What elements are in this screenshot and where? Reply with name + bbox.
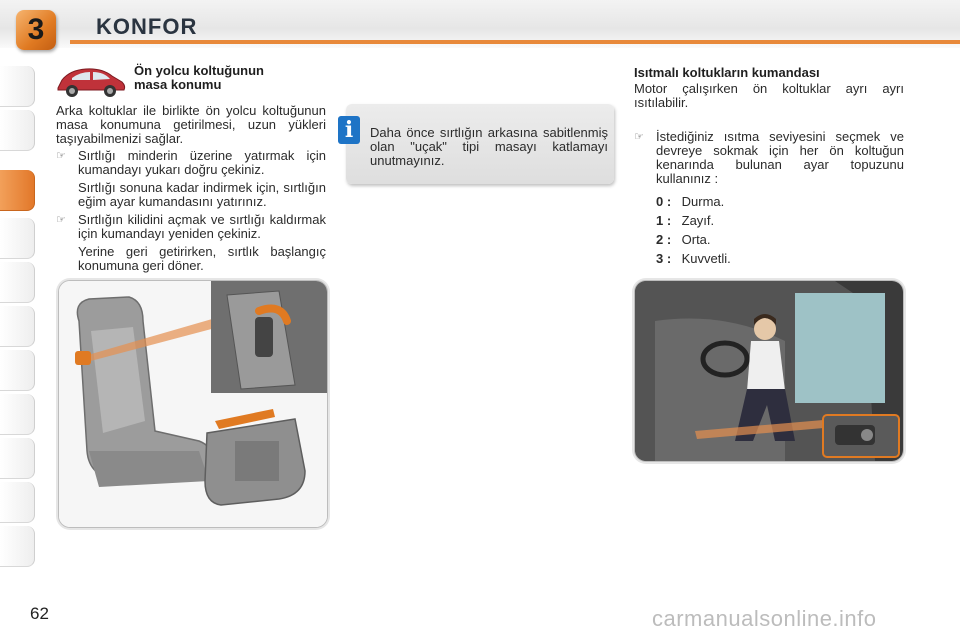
seat-folding-illustration — [58, 280, 328, 528]
heat-level-list — [656, 192, 856, 268]
bullet-text: İstediğiniz ısıtma seviyesini seçmek ve devreye sokmak için her ön koltuğun kenarında bulunan ayar topuzunu kullanınız : — [656, 129, 904, 186]
heat-level-key: 3 : — [656, 251, 672, 266]
chapter-tab-7[interactable] — [0, 350, 35, 391]
section-title-line1: Ön yolcu koltuğunun — [134, 63, 264, 78]
chapter-tab-3-active[interactable] — [0, 170, 35, 211]
section-title-table-position — [134, 64, 334, 92]
chapter-tab-1[interactable] — [0, 66, 35, 107]
heat-level-label: Durma. — [681, 194, 725, 209]
instruction-bullet — [56, 213, 326, 241]
chapter-tabs — [0, 66, 34, 576]
chapter-tab-9[interactable] — [0, 438, 35, 479]
info-icon: i — [338, 116, 360, 144]
bullet-subtext: Yerine geri getirirken, sırtlık başlangıç konumuna geri döner. — [78, 244, 326, 273]
heat-level-row — [656, 192, 856, 211]
heat-level-row — [656, 211, 856, 230]
chapter-tab-4[interactable] — [0, 218, 35, 259]
chapter-number-badge: 3 — [16, 10, 56, 50]
chapter-tab-8[interactable] — [0, 394, 35, 435]
bullet-text: Sırtlığı minderin üzerine yatırmak için kumandayı yukarı doğru çekiniz. — [78, 148, 326, 177]
instruction-bullet — [56, 149, 326, 177]
info-text: Daha önce sırtlığın arkasına sabitlenmiş olan "uçak" tipi masayı katlamayı unutmayınız. — [370, 125, 608, 168]
intro-paragraph: Arka koltuklar ile birlikte ön yolcu koltuğunun masa konumuna getirilmesi, uzun yükleri taşıyabilmenizi sağlar. — [56, 103, 326, 146]
heat-level-label: Kuvvetli. — [681, 251, 731, 266]
left-text-column — [56, 104, 326, 273]
bullet-text: Sırtlığın kilidini açmak ve sırtlığı kaldırmak için kumandayı yeniden çekiniz. — [78, 212, 326, 241]
section-title-heated-seats: Isıtmalı koltukların kumandası — [634, 65, 820, 80]
heat-level-row — [656, 230, 856, 249]
pointing-hand-icon: ☞ — [634, 131, 644, 143]
heat-level-label: Orta. — [681, 232, 711, 247]
page-number: 62 — [30, 604, 49, 623]
watermark: carmanualsonline.info — [652, 606, 877, 631]
chapter-tab-6[interactable] — [0, 306, 35, 347]
heated-seats-intro: Motor çalışırken ön koltuklar ayrı ayrı ısıtılabilir. — [634, 81, 904, 110]
bullet-subtext: Sırtlığı sonuna kadar indirmek için, sırtlığın eğim ayar kumandasını yatırınız. — [78, 180, 326, 209]
section-title-line2: masa konumu — [134, 77, 222, 92]
heat-level-label: Zayıf. — [681, 213, 715, 228]
heat-level-key: 2 : — [656, 232, 672, 247]
heat-level-key: 0 : — [656, 194, 672, 209]
header-accent-line — [70, 40, 960, 44]
seat-folding-drawing — [59, 281, 327, 527]
car-icon — [52, 62, 128, 102]
heat-level-row — [656, 249, 856, 268]
chapter-tab-10[interactable] — [0, 482, 35, 523]
heated-seat-drawing — [635, 281, 903, 461]
chapter-tab-11[interactable] — [0, 526, 35, 567]
chapter-tab-5[interactable] — [0, 262, 35, 303]
pointing-hand-icon: ☞ — [56, 214, 66, 226]
heated-seat-illustration — [634, 280, 904, 462]
chapter-title: KONFOR — [96, 14, 198, 39]
heated-seats-bullet — [634, 130, 904, 186]
chapter-tab-2[interactable] — [0, 110, 35, 151]
heat-level-key: 1 : — [656, 213, 672, 228]
pointing-hand-icon: ☞ — [56, 150, 66, 162]
